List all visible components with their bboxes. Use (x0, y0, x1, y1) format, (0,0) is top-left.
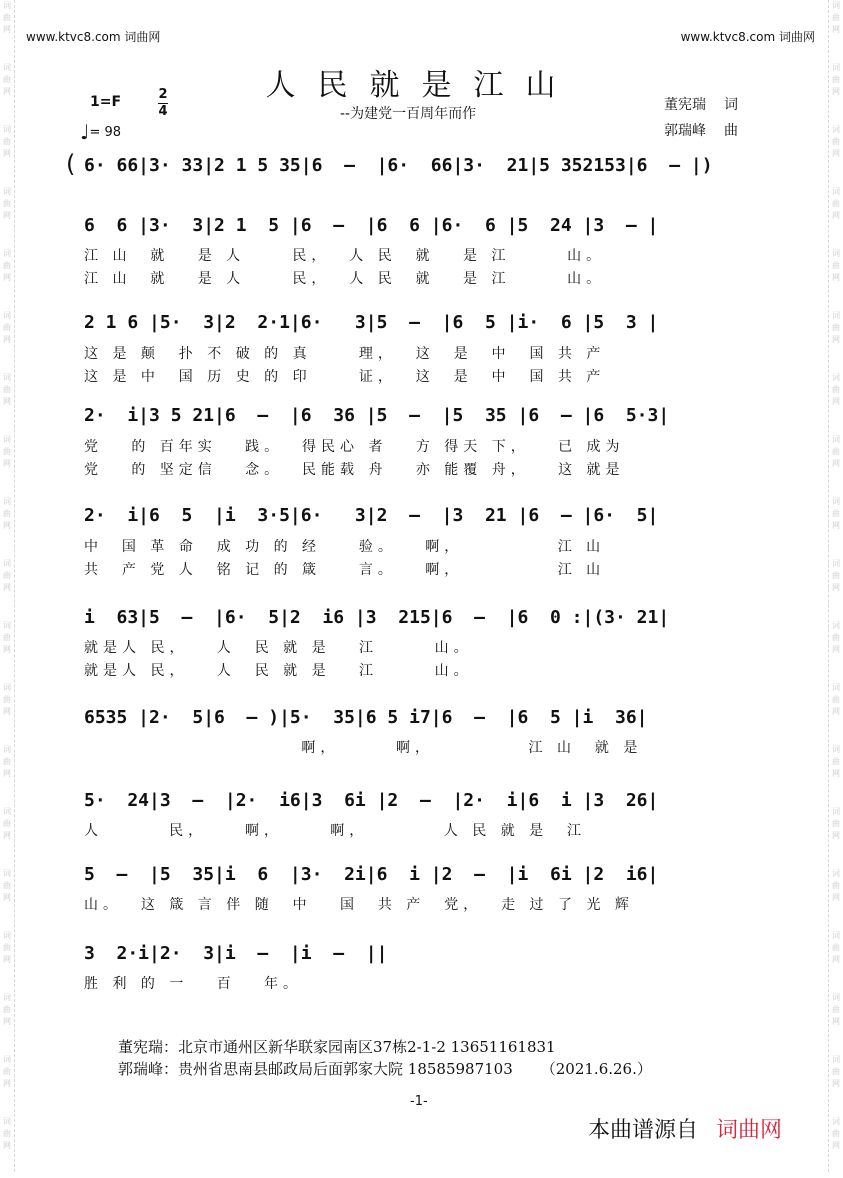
lyric-line: 山。 这 箴 言 伴 随 中 国 共 产 党， 走 过 了 光 辉 (84, 897, 634, 913)
lyric-line: 党 的 坚定信 念。 民能载 舟 亦 能覆 舟， 这 就是 (84, 462, 625, 478)
strip-watermark-text: 词曲网 (3, 249, 11, 282)
time-signature (158, 88, 168, 119)
watermark-right: www.ktvc8.com 词曲网 (680, 30, 815, 44)
strip-watermark-text: 词曲网 (832, 683, 840, 716)
strip-watermark-text: 词曲网 (832, 1, 840, 34)
strip-watermark-text: 词曲网 (3, 993, 11, 1026)
lyric-line: 人 民， 啊， 啊， 人 民 就 是 江 (84, 823, 587, 839)
strip-watermark-text: 词曲网 (832, 187, 840, 220)
strip-watermark-text: 词曲网 (832, 1117, 840, 1150)
lyric-line: 胜 利 的 一 百 年。 (84, 976, 303, 992)
strip-watermark-text: 词曲网 (3, 311, 11, 344)
strip-watermark-text: 词曲网 (832, 311, 840, 344)
notation-line: 5· 24|3 – |2· i6|3 6i |2 – |2· i|6 i |3 26| (84, 790, 659, 811)
strip-watermark-text: 词曲网 (3, 1055, 11, 1088)
footer-contact-lyricist: 董宪瑞：北京市通州区新华联家园南区37栋2-1-2 13651161831 (118, 1038, 556, 1056)
strip-watermark-text: 词曲网 (3, 1117, 11, 1150)
strip-watermark-text: 词曲网 (3, 187, 11, 220)
strip-watermark-text: 词曲网 (832, 1055, 840, 1088)
tempo-marking (80, 120, 121, 144)
composer-contact: 郭瑞峰：贵州省思南县邮政局后面郭家大院 18585987103 (118, 1060, 513, 1078)
key-signature: 1=F (90, 94, 122, 110)
strip-watermark-text: 词曲网 (832, 435, 840, 468)
strip-watermark-text: 词曲网 (3, 745, 11, 778)
strip-watermark-text: 词曲网 (3, 621, 11, 654)
strip-watermark-text: 词曲网 (832, 125, 840, 158)
composer-credit (664, 120, 738, 140)
quarter-note-icon: ♩ (80, 120, 90, 144)
strip-watermark-text: 词曲网 (832, 249, 840, 282)
meter-bottom: 4 (158, 104, 168, 119)
source-prefix: 本曲谱源自 (588, 1118, 699, 1143)
strip-watermark-text: 词曲网 (3, 869, 11, 902)
strip-watermark-text: 词曲网 (832, 807, 840, 840)
strip-watermark-text: 词曲网 (3, 125, 11, 158)
notation-line: 2 1 6 |5· 3|2 2·1|6· 3|5 – |6 5 |i· 6 |5 3 | (84, 312, 659, 333)
lyric-line: 就是人 民， 人 民 就 是 江 山。 (84, 640, 473, 656)
tempo-value: = 98 (89, 125, 122, 140)
strip-watermark-text: 词曲网 (832, 497, 840, 530)
notation-line: 6535 |2· 5|6 – )|5· 35|6 5 i7|6 – |6 5 |i 36| (84, 707, 648, 728)
left-watermark-strip (0, 0, 15, 1172)
strip-watermark-text: 词曲网 (3, 807, 11, 840)
source-brand: 词曲网 (716, 1118, 783, 1143)
strip-watermark-text: 词曲网 (3, 931, 11, 964)
strip-watermark-text: 词曲网 (832, 559, 840, 592)
strip-watermark-text: 词曲网 (832, 993, 840, 1026)
notation-line: 2· i|3 5 21|6 – |6 36 |5 – |5 35 |6 – |6 5·3| (84, 405, 670, 426)
notation-line: i 63|5 – |6· 5|2 i6 |3 215|6 – |6 0 :|(3· 21| (84, 607, 670, 628)
strip-watermark-text: 词曲网 (3, 683, 11, 716)
lyric-line: 党 的 百年实 践。 得民心 者 方 得天 下， 已 成为 (84, 439, 625, 455)
lyricist-name: 董宪瑞 (664, 97, 706, 113)
intro-paren: ( (66, 150, 76, 178)
page-number: -1- (410, 1094, 428, 1109)
strip-watermark-text: 词曲网 (3, 1, 11, 34)
strip-watermark-text: 词曲网 (832, 63, 840, 96)
strip-watermark-text: 词曲网 (832, 869, 840, 902)
footer-contact-composer (118, 1058, 652, 1079)
strip-watermark-text: 词曲网 (832, 745, 840, 778)
lyricist-credit (664, 94, 738, 114)
lyric-line: 江 山 就 是 人 民， 人 民 就 是 江 山。 (84, 271, 606, 287)
source-attribution (588, 1113, 782, 1144)
right-watermark-strip (828, 0, 843, 1172)
strip-watermark-text: 词曲网 (832, 931, 840, 964)
lyric-line: 啊， 啊， 江 山 就 是 (84, 740, 643, 756)
strip-watermark-text: 词曲网 (3, 63, 11, 96)
notation-line: 5 – |5 35|i 6 |3· 2i|6 i |2 – |i 6i |2 i6| (84, 864, 659, 885)
song-title: 人民就是江山 (265, 68, 578, 103)
notation-line: 2· i|6 5 |i 3·5|6· 3|2 – |3 21 |6 – |6· 5| (84, 505, 659, 526)
watermark-left: www.ktvc8.com 词曲网 (26, 30, 161, 44)
strip-watermark-text: 词曲网 (3, 497, 11, 530)
lyricist-role: 词 (724, 97, 738, 113)
strip-watermark-text: 词曲网 (3, 559, 11, 592)
meter-top: 2 (158, 87, 168, 102)
strip-watermark-text: 词曲网 (3, 435, 11, 468)
strip-watermark-text: 词曲网 (3, 373, 11, 406)
strip-watermark-text: 词曲网 (832, 373, 840, 406)
notation-line: 3 2·i|2· 3|i – |i – || (84, 943, 388, 964)
lyric-line: 这 是 颠 扑 不 破 的 真 理， 这 是 中 国 共 产 (84, 346, 606, 362)
lyric-line: 中 国 革 命 成 功 的 经 验。 啊， 江 山 (84, 539, 606, 555)
lyric-line: 这 是 中 国 历 史 的 印 证， 这 是 中 国 共 产 (84, 369, 606, 385)
lyric-line: 江 山 就 是 人 民， 人 民 就 是 江 山。 (84, 248, 606, 264)
notation-line: 6· 66|3· 33|2 1 5 35|6 – |6· 66|3· 21|5 352153|6 – |) (84, 155, 713, 176)
composition-date: （2021.6.26.） (540, 1060, 652, 1078)
lyric-line: 就是人 民， 人 民 就 是 江 山。 (84, 663, 473, 679)
song-subtitle: --为建党一百周年而作 (340, 106, 477, 122)
lyric-line: 共 产 党 人 铭 记 的 箴 言。 啊， 江 山 (84, 562, 606, 578)
composer-name: 郭瑞峰 (664, 123, 706, 139)
composer-role: 曲 (724, 123, 738, 139)
strip-watermark-text: 词曲网 (832, 621, 840, 654)
notation-line: 6 6 |3· 3|2 1 5 |6 – |6 6 |6· 6 |5 24 |3 – | (84, 215, 659, 236)
